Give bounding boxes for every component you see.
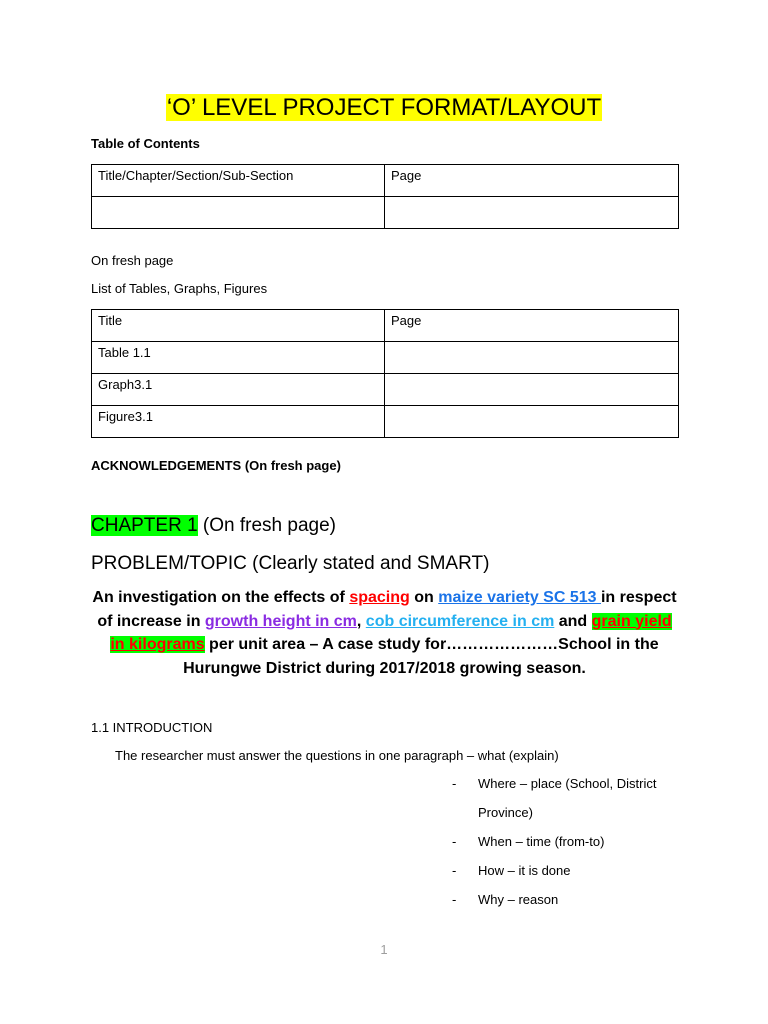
- table-row: [92, 165, 679, 197]
- bullet-dash: -: [452, 834, 457, 849]
- table-cell: Figure3.1: [92, 406, 385, 438]
- statement-text: per unit area – A case study for…………………School in the Hurungwe District during 2017/2018 growing season.: [183, 636, 659, 677]
- chapter-note: (On fresh page): [197, 515, 336, 536]
- statement-text: in respect of increase in: [97, 589, 677, 630]
- list-table: [91, 309, 679, 438]
- document-title: [0, 92, 768, 124]
- table-row: [92, 310, 679, 342]
- table-header-cell: Page: [385, 165, 679, 197]
- fresh-page-note: On fresh page: [91, 253, 174, 268]
- statement-text: An investigation on the effects of: [92, 589, 350, 606]
- page-number: 1: [380, 942, 388, 957]
- chapter-heading: [91, 513, 336, 539]
- toc-table: [91, 164, 679, 229]
- bullet-dash: -: [452, 892, 457, 907]
- statement-text: and: [554, 612, 592, 630]
- table-cell: [385, 197, 679, 229]
- table-cell: Graph3.1: [92, 374, 385, 406]
- table-header-cell: Page: [385, 310, 679, 342]
- statement-text: on: [409, 589, 439, 606]
- bullet-text: When – time (from-to): [478, 834, 605, 849]
- bullet-text: Where – place (School, District: [478, 776, 657, 791]
- bullet-dash: -: [452, 776, 457, 791]
- table-cell: [385, 342, 679, 374]
- statement-cob: cob circumference in cm: [365, 612, 555, 630]
- statement-maize: maize variety SC 513: [438, 589, 601, 606]
- problem-heading: PROBLEM/TOPIC (Clearly stated and SMART): [91, 553, 490, 574]
- bullet-dash: -: [452, 863, 457, 878]
- document-title-text: ‘O’ LEVEL PROJECT FORMAT/LAYOUT: [166, 94, 602, 121]
- statement-spacing: spacing: [349, 589, 410, 606]
- table-cell: Table 1.1: [92, 342, 385, 374]
- bullet-text: How – it is done: [478, 863, 571, 878]
- statement-text: ,: [356, 612, 366, 630]
- table-cell: [92, 197, 385, 229]
- statement-grain: grain yield in kilograms: [110, 612, 672, 653]
- table-cell: [385, 374, 679, 406]
- table-header-cell: Title: [92, 310, 385, 342]
- introduction-heading: 1.1 INTRODUCTION: [91, 720, 213, 735]
- table-row: [92, 374, 679, 406]
- table-row: [92, 197, 679, 229]
- acknowledgements-heading: ACKNOWLEDGEMENTS (On fresh page): [91, 458, 341, 473]
- bullet-text: Why – reason: [478, 892, 559, 907]
- introduction-text: The researcher must answer the questions in one paragraph – what (explain): [115, 748, 559, 763]
- table-cell: [385, 406, 679, 438]
- table-row: [92, 342, 679, 374]
- project-statement: [91, 586, 678, 680]
- chapter-label: CHAPTER 1: [91, 515, 198, 536]
- bullet-text: Province): [478, 805, 533, 820]
- table-header-cell: Title/Chapter/Section/Sub-Section: [92, 165, 385, 197]
- table-row: [92, 406, 679, 438]
- list-heading: List of Tables, Graphs, Figures: [91, 281, 268, 296]
- statement-growth: growth height in cm: [204, 612, 357, 630]
- toc-heading: Table of Contents: [91, 136, 200, 151]
